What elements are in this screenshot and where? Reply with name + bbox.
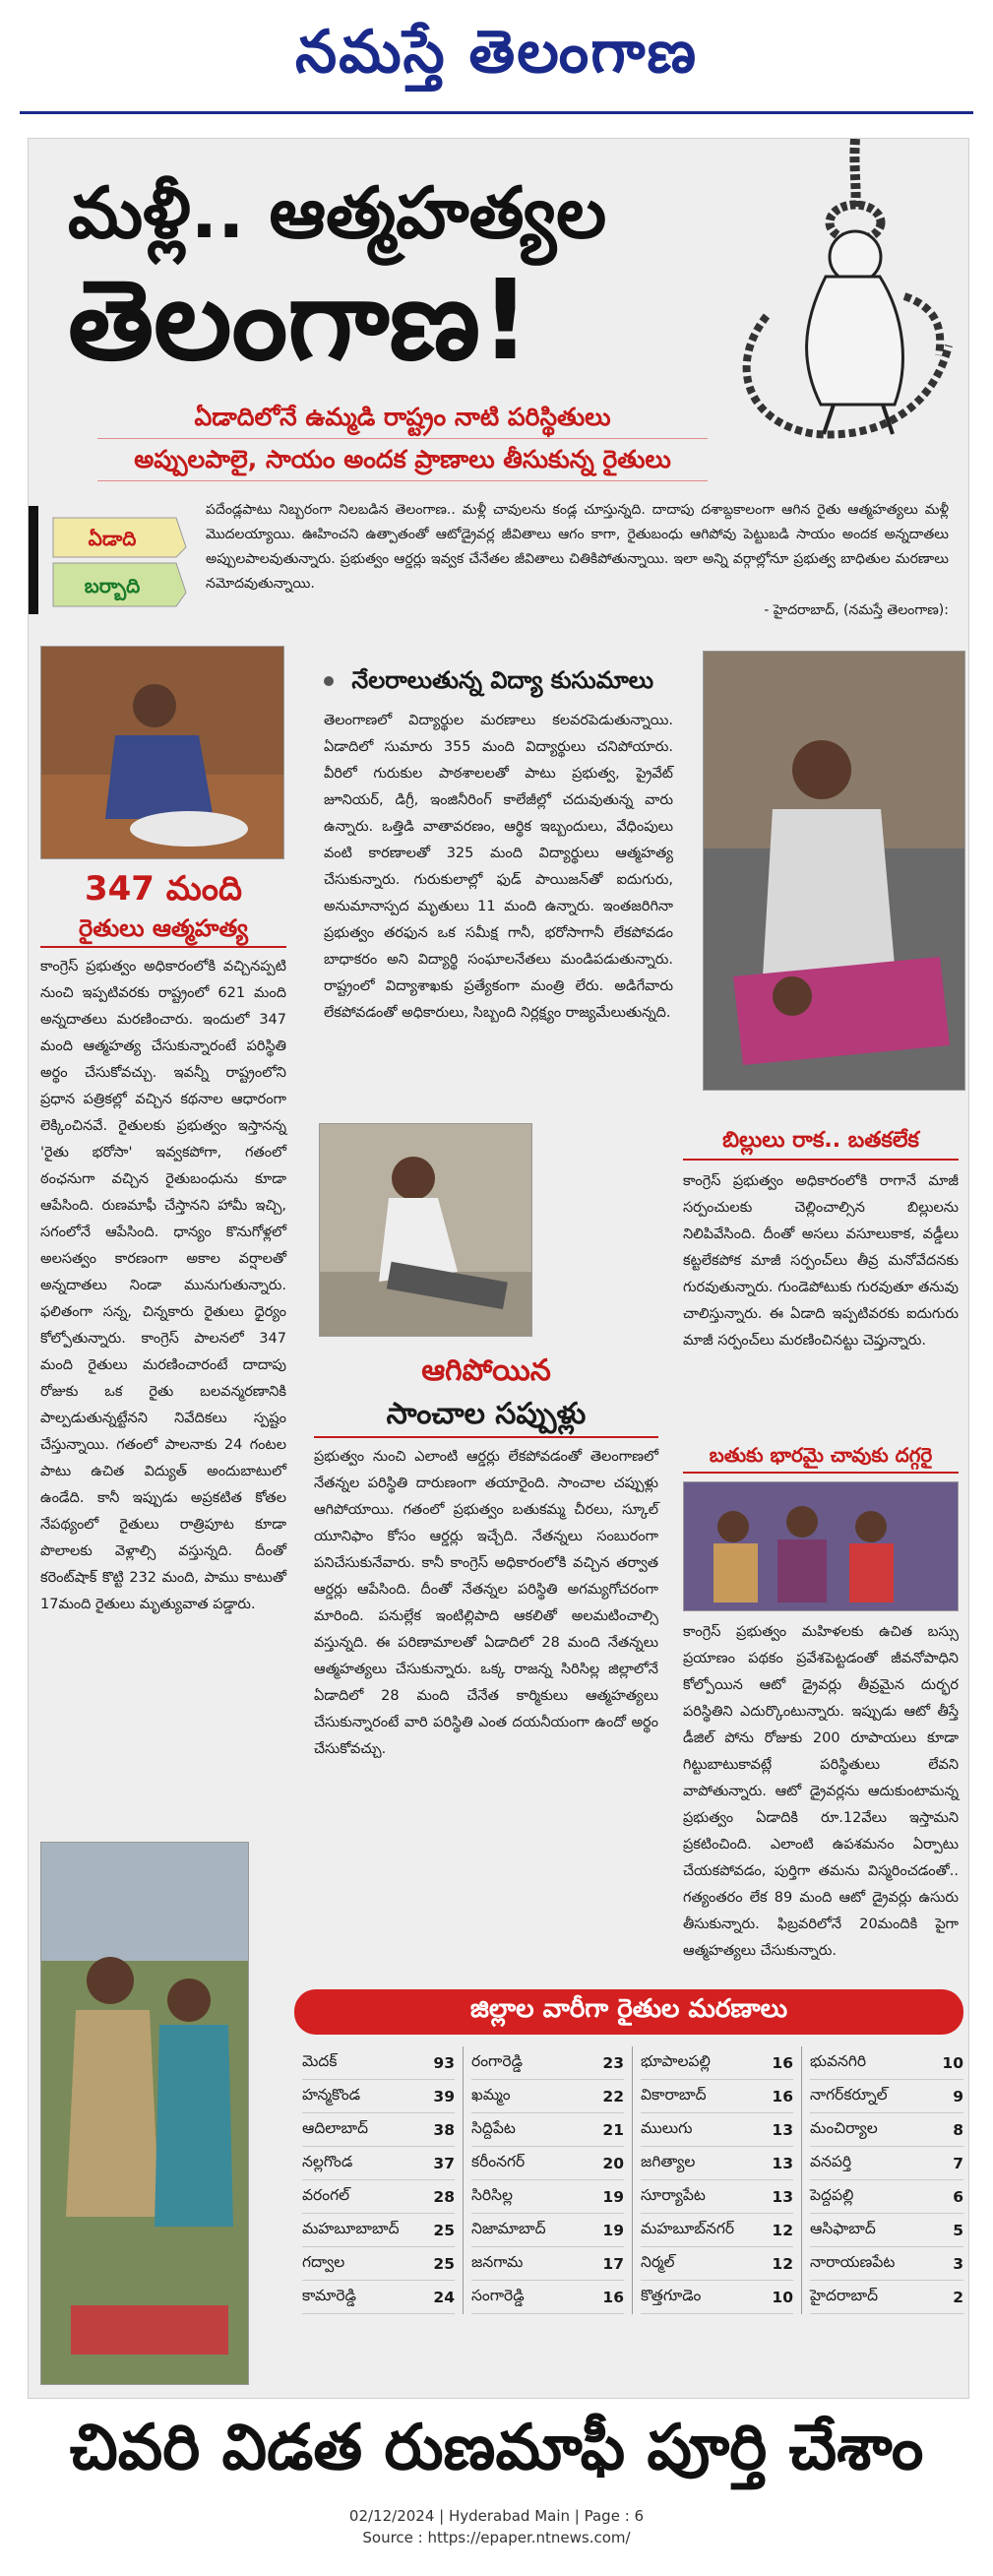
main-headline [68,168,698,385]
district-row [810,2281,963,2314]
footer-source: Source : https://epaper.ntnews.com/ [362,2529,631,2546]
district-row [810,2080,963,2113]
students-title: నేలరాలుతున్న విద్యా కుసుమాలు [351,666,654,694]
bottom-headline: చివరి విడత రుణమాఫీ పూర్తి చేశాం [69,2412,924,2484]
autos-text: కాంగ్రెస్ ప్రభుత్వం మహిళలకు ఉచిత బస్సు ప్రయాణం పథకం ప్రవేశపెట్టడంతో జీవనోపాధిని కోల్పోయిన ఆటో డ్రైవర్లు తీవ్రమైన దుర్భర పరిస్థితిని ఎదుర్కొంటున్నారు. ఇప్పుడు ఆటో తీస్తే డీజిల్ పోను రోజుకు 200 రూపాయలు కూడా గిట్టుబాటుకావట్లే పరిస్థితులు లేవని వాపోతున్నారు. ఆటో డ్రైవర్లను ఆదుకుంటామన్న ప్రభుత్వం ఏడాదికి రూ.12వేలు ఇస్తామని ప్రకటించింది. ఎలాంటి ఉపశమనం ఏర్పాటు చేయకపోవడం, పుర్తిగా తమను విస్మరించడంతో.. గత్యంతరం లేక 89 మంది ఆటో డ్రైవర్లు ఉసురు తీసుకున్నారు. ఫిబ్రవరిలోనే 20మందికి పైగా ఆత్మహత్యలు చేసుకున్నారు. [683,1624,959,1959]
students-text: తెలంగాణలో విద్యార్థుల మరణాలు కలవరపెడుతున్నాయి. ఏడాదిలో సుమారు 355 మంది విద్యార్థులు చనిపోయారు. వీరిలో గురుకుల పాఠశాలలతో పాటు ప్రభుత్వ, ప్రైవేట్ జూనియర్, డిగ్రీ, ఇంజినీరింగ్ కాలేజీల్లో చదువుతున్న వారు ఉన్నారు. ఒత్తిడి వాతావరణం, ఆర్థిక ఇబ్బందులు, వేధింపులు వంటి కారణాలతో 325 మంది విద్యార్థులు ఆత్మహత్య చేసుకున్నారు. గురుకులాల్లో ఫుడ్ పాయిజన్‌తో ఐదుగురు, అనుమానాస్పద మృతులు 11 మంది ఉన్నారు. ఇంతజరిగినా ప్రభుత్వం తరఫున ఒక సమీక్ష గానీ, భరోసాగానీ లేకపోవడం బాధాకరం అని విద్యార్థి సంఘాలనేతలు మండిపడుతున్నారు. రాష్ట్రంలో విద్యాశాఖకు ప్రత్యేకంగా మంత్రి లేరు. అడిగేవారు లేకపోవడంతో అధికారులు, సిబ్బంది నిర్లక్ష్యం రాజ్యమేలుతున్నది. [324,713,673,1021]
district-name: వరంగల్ [302,2185,350,2204]
district-name: గద్వాల [302,2252,345,2271]
district-count: 23 [602,2053,624,2072]
district-count: 12 [772,2221,793,2239]
autos-title: బతుకు భారమై చావుకు దగ్గరై [683,1438,959,1474]
district-count: 17 [602,2254,624,2273]
district-name: మెదక్ [302,2051,338,2070]
district-count: 2 [953,2288,963,2306]
farmers-count: 347 మంది [84,869,243,909]
district-row [302,2214,455,2247]
series-badge [29,498,196,624]
district-name: భువనగిరి [810,2051,867,2070]
badge-line-2: బర్బాది [84,574,141,597]
district-row [810,2147,963,2180]
weavers-title-line-2: సాంచాల సప్పుళ్లు [314,1393,658,1438]
district-row [302,2247,455,2281]
district-row [302,2046,455,2080]
district-name: జనగామ [471,2252,524,2271]
district-row [302,2113,455,2147]
district-name: పెద్దపల్లి [810,2185,854,2204]
district-row [810,2247,963,2281]
district-count: 16 [602,2288,624,2306]
district-row [471,2046,624,2080]
district-count: 13 [772,2154,793,2172]
district-row [641,2214,793,2247]
district-row [641,2247,793,2281]
district-row [302,2080,455,2113]
district-count: 93 [433,2053,455,2072]
newspaper-page [28,138,969,2399]
district-count: 3 [953,2254,963,2273]
table-title: జిల్లాల వారీగా రైతుల మరణాలు [294,1989,963,2035]
photo-weaver [319,1123,532,1337]
masthead-rule [20,111,973,114]
district-name: ఆదిలాబాద్ [302,2118,369,2137]
farmers-section [40,867,286,1618]
district-name: జగిత్యాల [641,2152,696,2170]
district-count: 39 [433,2087,455,2105]
district-name: కామారెడ్డి [302,2286,356,2304]
district-row [471,2180,624,2214]
district-count: 7 [953,2154,963,2172]
intro-text: పదేండ్లపాటు నిబ్బరంగా నిలబడిన తెలంగాణ.. మళ్లీ చావులను కండ్ల చూస్తున్నది. దాదాపు దశాబ్దకాలంగా ఆగిన రైతు ఆత్మహత్యలు మళ్లీ మొదలయ్యాయి. ఊహించని ఉత్పాతంతో ఆటోడ్రైవర్ల జీవితాలు ఆగం కాగా, రైతుబంధు ఆగిపోవు పెట్టుబడి సాయం అందక అన్నదాతలు అప్పులపాలవుతున్నారు. ప్రభుత్వం ఆర్డర్లు ఇవ్వక చేనేతల జీవితాలు చితికిపోతున్నాయి. ఇలా అన్ని వర్గాల్లోనూ ప్రభుత్వ బాధితుల మరణాలు నమోదవుతున్నాయి. [206,502,949,592]
district-name: సూర్యాపేట [641,2185,706,2204]
district-column [633,2046,802,2314]
district-name: నల్లగొండ [302,2152,353,2170]
subheadline-line-2: అప్పులపాలై, సాయం అందక ప్రాణాలు తీసుకున్న రైతులు [97,439,708,481]
weavers-section [314,1350,658,1763]
district-name: వనపర్తి [810,2152,852,2170]
district-name: ఖమ్మం [471,2085,511,2104]
weavers-text: ప్రభుత్వం నుంచి ఎలాంటి ఆర్డర్లు లేకపోవడంతో తెలంగాణలో నేతన్నల పరిస్థితి దారుణంగా తయారైంది. సాంచాల చప్పుళ్లు ఆగిపోయాయి. గతంలో ప్రభుత్వం బతుకమ్మ చీరలు, స్కూల్ యూనిఫాం కోసం ఆర్డర్లు ఇచ్చేది. నేతన్నలు సంబురంగా పనిచేసుకునేవారు. కానీ కాంగ్రెస్ అధికారంలోకి వచ్చిన తర్వాత ఆర్డర్లు ఆపేసింది. దీంతో నేతన్నల పరిస్థితి అగమ్యగోచరంగా మారింది. పనుల్లేక ఇంటిల్లిపాది ఆకలితో అలమటించాల్సి వస్తున్నది. ఈ పరిణామాలతో ఏడాదిలో 28 మంది నేతన్నలు ఆత్మహత్యలు చేసుకున్నారు. ఒక్క రాజన్న సిరిసిల్ల జిల్లాలోనే ఏడాదిలో 28 మంది చేనేత కార్మికులు ఆత్మహత్యలు చేసుకున్నారంటే వారి పరిస్థితి ఎంత దయనీయంగా ఉందో అర్థం చేసుకోవచ్చు. [314,1449,658,1757]
photo-auto-driver-family [683,1481,959,1611]
students-section [324,660,673,1027]
noose-illustration [708,139,968,444]
district-grid [294,2046,969,2314]
district-name: మహబూబాబాద్ [302,2219,400,2237]
masthead [0,0,993,118]
district-count: 5 [953,2221,963,2239]
district-count: 22 [602,2087,624,2105]
district-row [810,2113,963,2147]
headline-line-2: తెలంగాణ! [68,257,531,385]
district-count: 12 [772,2254,793,2273]
farmers-title: రైతులు ఆత్మహత్య [40,911,286,948]
district-row [641,2147,793,2180]
district-row [810,2046,963,2080]
intro-paragraph [206,498,949,623]
district-count: 19 [602,2221,624,2239]
district-name: నిజామాబాద్ [471,2219,546,2237]
district-name: హైదరాబాద్ [810,2286,879,2304]
subheadline [97,397,708,481]
district-row [302,2147,455,2180]
district-count: 20 [602,2154,624,2172]
footer [0,2505,993,2548]
district-row [471,2281,624,2314]
district-count: 24 [433,2288,455,2306]
district-column [464,2046,633,2314]
district-count: 10 [772,2288,793,2306]
district-name: ఆసిఫాబాద్ [810,2219,876,2237]
district-name: కరీంనగర్ [471,2152,526,2170]
bills-text: కాంగ్రెస్ ప్రభుత్వం అధికారంలోకి రాగానే మాజీ సర్పంచులకు చెల్లించాల్సిన బిల్లులను నిలిపివేసింది. దీంతో అసలు వసూలుకాక, వడ్డీలు కట్టలేకపోక మాజీ సర్పంచ్‌లు తీవ్ర మనోవేదనకు గురవుతున్నారు. గుండెపోటుకు గురవుతూ తనువు చాలిస్తున్నారు. ఈ ఏడాది ఇప్పటివరకు ఐదుగురు మాజీ సర్పంచ్‌లు మరణించినట్టు చెప్తున్నారు. [683,1173,959,1349]
district-row [641,2281,793,2314]
district-name: భూపాలపల్లి [641,2051,711,2070]
district-count: 16 [772,2087,793,2105]
district-name: సిద్దిపేట [471,2118,516,2137]
district-count: 28 [433,2187,455,2206]
district-name: ములుగు [641,2118,693,2137]
district-column [294,2046,464,2314]
district-count: 9 [953,2087,963,2105]
district-row [641,2080,793,2113]
footer-date-edition: 02/12/2024 | Hyderabad Main | Page : 6 [348,2507,645,2525]
district-row [471,2080,624,2113]
byline: - హైదరాబాద్, (నమస్తే తెలంగాణ): [764,602,949,618]
district-count: 6 [953,2187,963,2206]
bullet-icon [324,676,334,686]
badge-line-1: ఏడాది [88,527,137,550]
district-row [810,2180,963,2214]
district-row [641,2180,793,2214]
headline-line-1: మళ్లీ.. ఆత్మహత్యల [68,171,607,254]
district-row [810,2214,963,2247]
district-count: 13 [772,2187,793,2206]
photo-student-family [703,651,965,1091]
district-count: 25 [433,2221,455,2239]
district-name: మంచిర్యాల [810,2118,878,2137]
district-name: నిర్మల్ [641,2252,675,2271]
autos-section [683,1438,959,1965]
newspaper-title: నమస్తే తెలంగాణ [294,18,699,87]
district-name: రంగారెడ్డి [471,2051,523,2070]
bills-section [683,1123,959,1354]
photo-grieving-woman [40,646,284,859]
district-name: నాగర్‌కర్నూల్ [810,2085,888,2104]
bills-title: బిల్లులు రాక.. బతకలేక [683,1123,959,1161]
district-name: హన్మకొండ [302,2085,361,2104]
district-name: సిరిసిల్ల [471,2185,513,2204]
district-row [302,2281,455,2314]
district-name: కొత్తగూడెం [641,2286,702,2304]
photo-police-officer [40,1842,249,2385]
district-row [471,2113,624,2147]
subheadline-line-1: ఏడాదిలోనే ఉమ్మడి రాష్ట్రం నాటి పరిస్థితులు [97,397,708,439]
district-deaths-table [294,1989,963,2383]
district-row [641,2113,793,2147]
district-row [471,2147,624,2180]
district-row [302,2180,455,2214]
district-count: 10 [942,2053,963,2072]
district-row [471,2247,624,2281]
district-count: 25 [433,2254,455,2273]
district-column [802,2046,969,2314]
district-count: 16 [772,2053,793,2072]
district-count: 19 [602,2187,624,2206]
district-name: సంగారెడ్డి [471,2286,525,2304]
district-count: 37 [433,2154,455,2172]
weavers-title-line-1: ఆగిపోయిన [421,1353,551,1388]
district-name: వికారాబాద్ [641,2085,707,2104]
district-row [641,2046,793,2080]
district-count: 21 [602,2120,624,2139]
district-name: మహబూబ్‌నగర్ [641,2219,735,2237]
district-row [471,2214,624,2247]
district-name: నారాయణపేట [810,2252,896,2271]
district-count: 13 [772,2120,793,2139]
district-count: 8 [953,2120,963,2139]
farmers-text: కాంగ్రెస్ ప్రభుత్వం అధికారంలోకి వచ్చినప్పటి నుంచి ఇప్పటివరకు రాష్ట్రంలో 621 మంది అన్నదాతలు మరణించారు. ఇందులో 347 మంది ఆత్మహత్య చేసుకున్నారంటే పరిస్థితి అర్థం చేసుకోవచ్చు. ఇవన్నీ రాష్ట్రంలోని ప్రధాన పత్రికల్లో వచ్చిన కథనాల ఆధారంగా లెక్కించినవే. రైతులకు ప్రభుత్వం ఇస్తానన్న 'రైతు భరోసా' ఇవ్వకపోగా, గతంలో ఠంఛనుగా వచ్చిన రైతుబంధును కూడా ఆపేసింది. రుణమాఫీ చేస్తానని హామీ ఇచ్చి, సగంలోనే ఆపేసింది. ధాన్యం కొనుగోళ్లలో అలసత్వం కారణంగా అకాల వర్షాలతో అన్నదాతలు నిండా మునుగుతున్నారు. ఫలితంగా సన్న, చిన్నకారు రైతులు ధైర్యం కోల్పోతున్నారు. కాంగ్రెస్ పాలనలో 347 మంది రైతులు మరణించారంటే దాదాపు రోజుకు ఒక రైతు బలవన్మరణానికి పాల్పడుతున్నట్టేనని నివేదికలు స్పష్టం చేస్తున్నాయి. గతంలో పాలనాకు 24 గంటల పాటు ఉచిత విద్యుత్ అందుబాటులో ఉండేది. కానీ ఇప్పుడు అప్రకటిత కోతల నేపథ్యంలో రైతులు రాత్రిపూట కూడా పొలాలకు వెళ్లాల్సి వస్తున్నది. దీంతో కరెంట్‌షాక్ కొట్టి 232 మంది, పాము కాటుతో 17మంది రైతులు మృత్యువాత పడ్డారు. [40,959,286,1612]
district-count: 38 [433,2120,455,2139]
